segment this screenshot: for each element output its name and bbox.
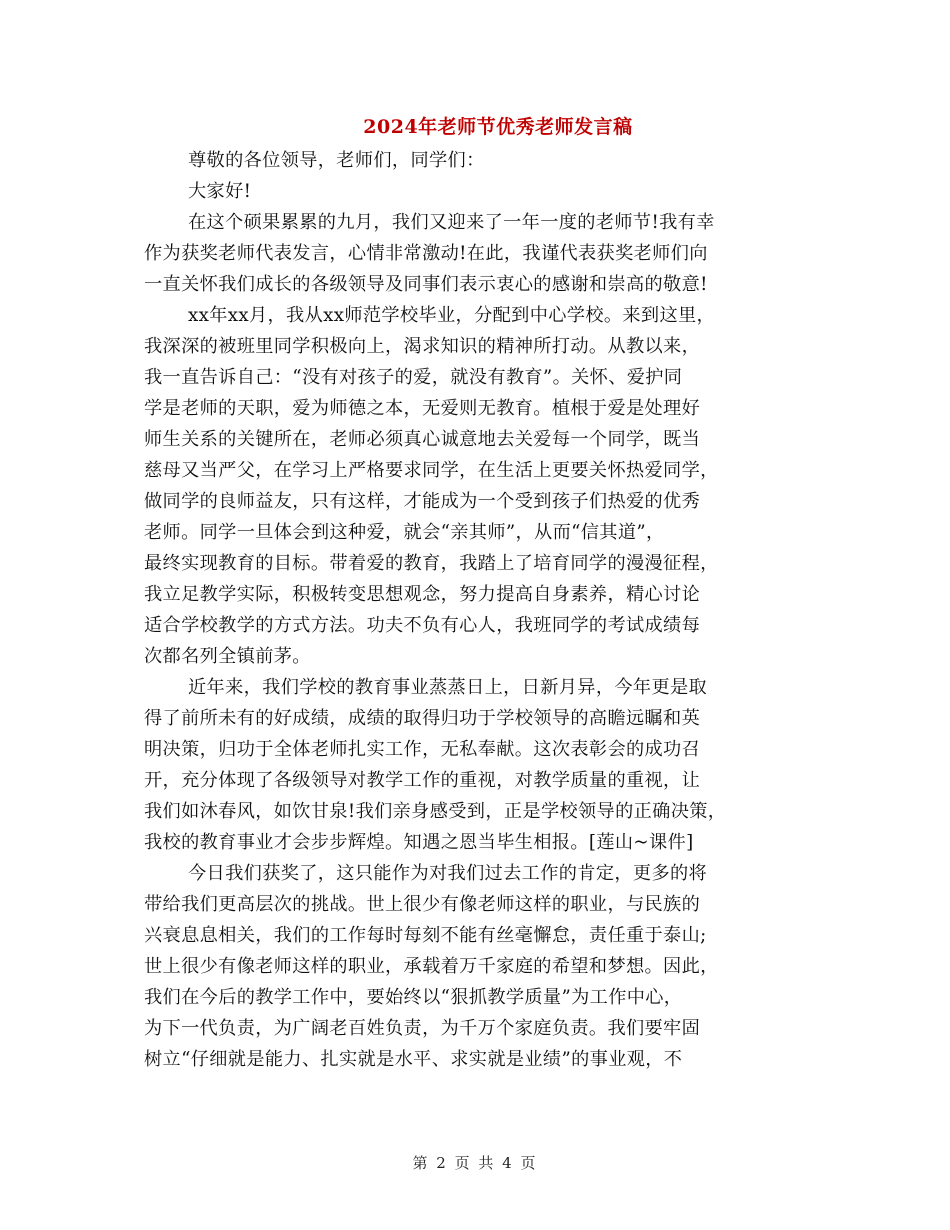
text-line: 师生关系的关键所在，老师必须真心诚意地去关爱每一个同学，既当: [144, 429, 701, 450]
text-line: 学是老师的天职，爱为师德之本，无爱则无教育。植根于爱是处理好: [144, 398, 701, 419]
text-line: 树立“仔细就是能力、扎实就是水平、求实就是业绩”的事业观，不: [144, 1049, 683, 1070]
text-line: 明决策，归功于全体老师扎实工作，无私奉献。这次表彰会的成功召: [144, 739, 701, 760]
text-line: 适合学校教学的方式方法。功夫不负有心人，我班同学的考试成绩每: [144, 615, 701, 636]
text-line: 一直关怀我们成长的各级领导及同事们表示衷心的感谢和崇高的敬意!: [144, 274, 708, 295]
text-line: 我们在今后的教学工作中，要始终以“狠抓教学质量”为工作中心，: [144, 987, 683, 1008]
text-line: 开，充分体现了各级领导对教学工作的重视，对教学质量的重视，让: [144, 770, 701, 791]
text-line: 得了前所未有的好成绩，成绩的取得归功于学校领导的高瞻远瞩和英: [144, 708, 701, 729]
page-footer: 第 2 页 共 4 页: [412, 1154, 538, 1172]
text-line: 今日我们获奖了，这只能作为对我们过去工作的肯定，更多的将: [188, 863, 708, 884]
text-line: 大家好!: [188, 181, 252, 202]
text-line: 在这个硕果累累的九月，我们又迎来了一年一度的老师节!我有幸: [188, 212, 715, 233]
text-line: 我立足教学实际，积极转变思想观念，努力提高自身素养，精心讨论: [144, 584, 701, 605]
text-line: 最终实现教育的目标。带着爱的教育，我踏上了培育同学的漫漫征程，: [144, 553, 719, 574]
text-line: 我深深的被班里同学积极向上，渴求知识的精神所打动。从教以来，: [144, 336, 701, 357]
text-line: 为下一代负责，为广阔老百姓负责，为千万个家庭负责。我们要牢固: [144, 1018, 701, 1039]
text-line: xx年xx月，我从xx师范学校毕业，分配到中心学校。来到这里，: [188, 305, 716, 326]
text-line: 带给我们更高层次的挑战。世上很少有像老师这样的职业，与民族的: [144, 894, 701, 915]
text-line: 世上很少有像老师这样的职业，承载着万千家庭的希望和梦想。因此，: [144, 956, 719, 977]
text-line: 老师。同学一旦体会到这种爱，就会“亲其师”，从而“信其道”，: [144, 522, 665, 543]
text-line: 做同学的良师益友，只有这样，才能成为一个受到孩子们热爱的优秀: [144, 491, 701, 512]
text-line: 次都名列全镇前茅。: [144, 646, 311, 667]
text-line: 兴衰息息相关，我们的工作每时每刻不能有丝毫懈怠，责任重于泰山;: [144, 925, 707, 946]
document-title: 2024年老师节优秀老师发言稿: [363, 116, 633, 138]
text-line: 我校的教育事业才会步步辉煌。知遇之恩当毕生相报。[莲山~课件]: [144, 832, 694, 853]
text-line: 作为获奖老师代表发言，心情非常激动!在此，我谨代表获奖老师们向: [144, 243, 708, 264]
text-line: 我一直告诉自己：“没有对孩子的爱，就没有教育”。关怀、爱护同: [144, 367, 683, 388]
text-line: 慈母又当严父，在学习上严格要求同学，在生活上更要关怀热爱同学，: [144, 460, 719, 481]
text-line: 我们如沐春风，如饮甘泉!我们亲身感受到，正是学校领导的正确决策，: [144, 801, 727, 822]
text-line: 近年来，我们学校的教育事业蒸蒸日上，日新月异，今年更是取: [188, 677, 708, 698]
text-line: 尊敬的各位领导，老师们，同学们：: [188, 150, 485, 171]
